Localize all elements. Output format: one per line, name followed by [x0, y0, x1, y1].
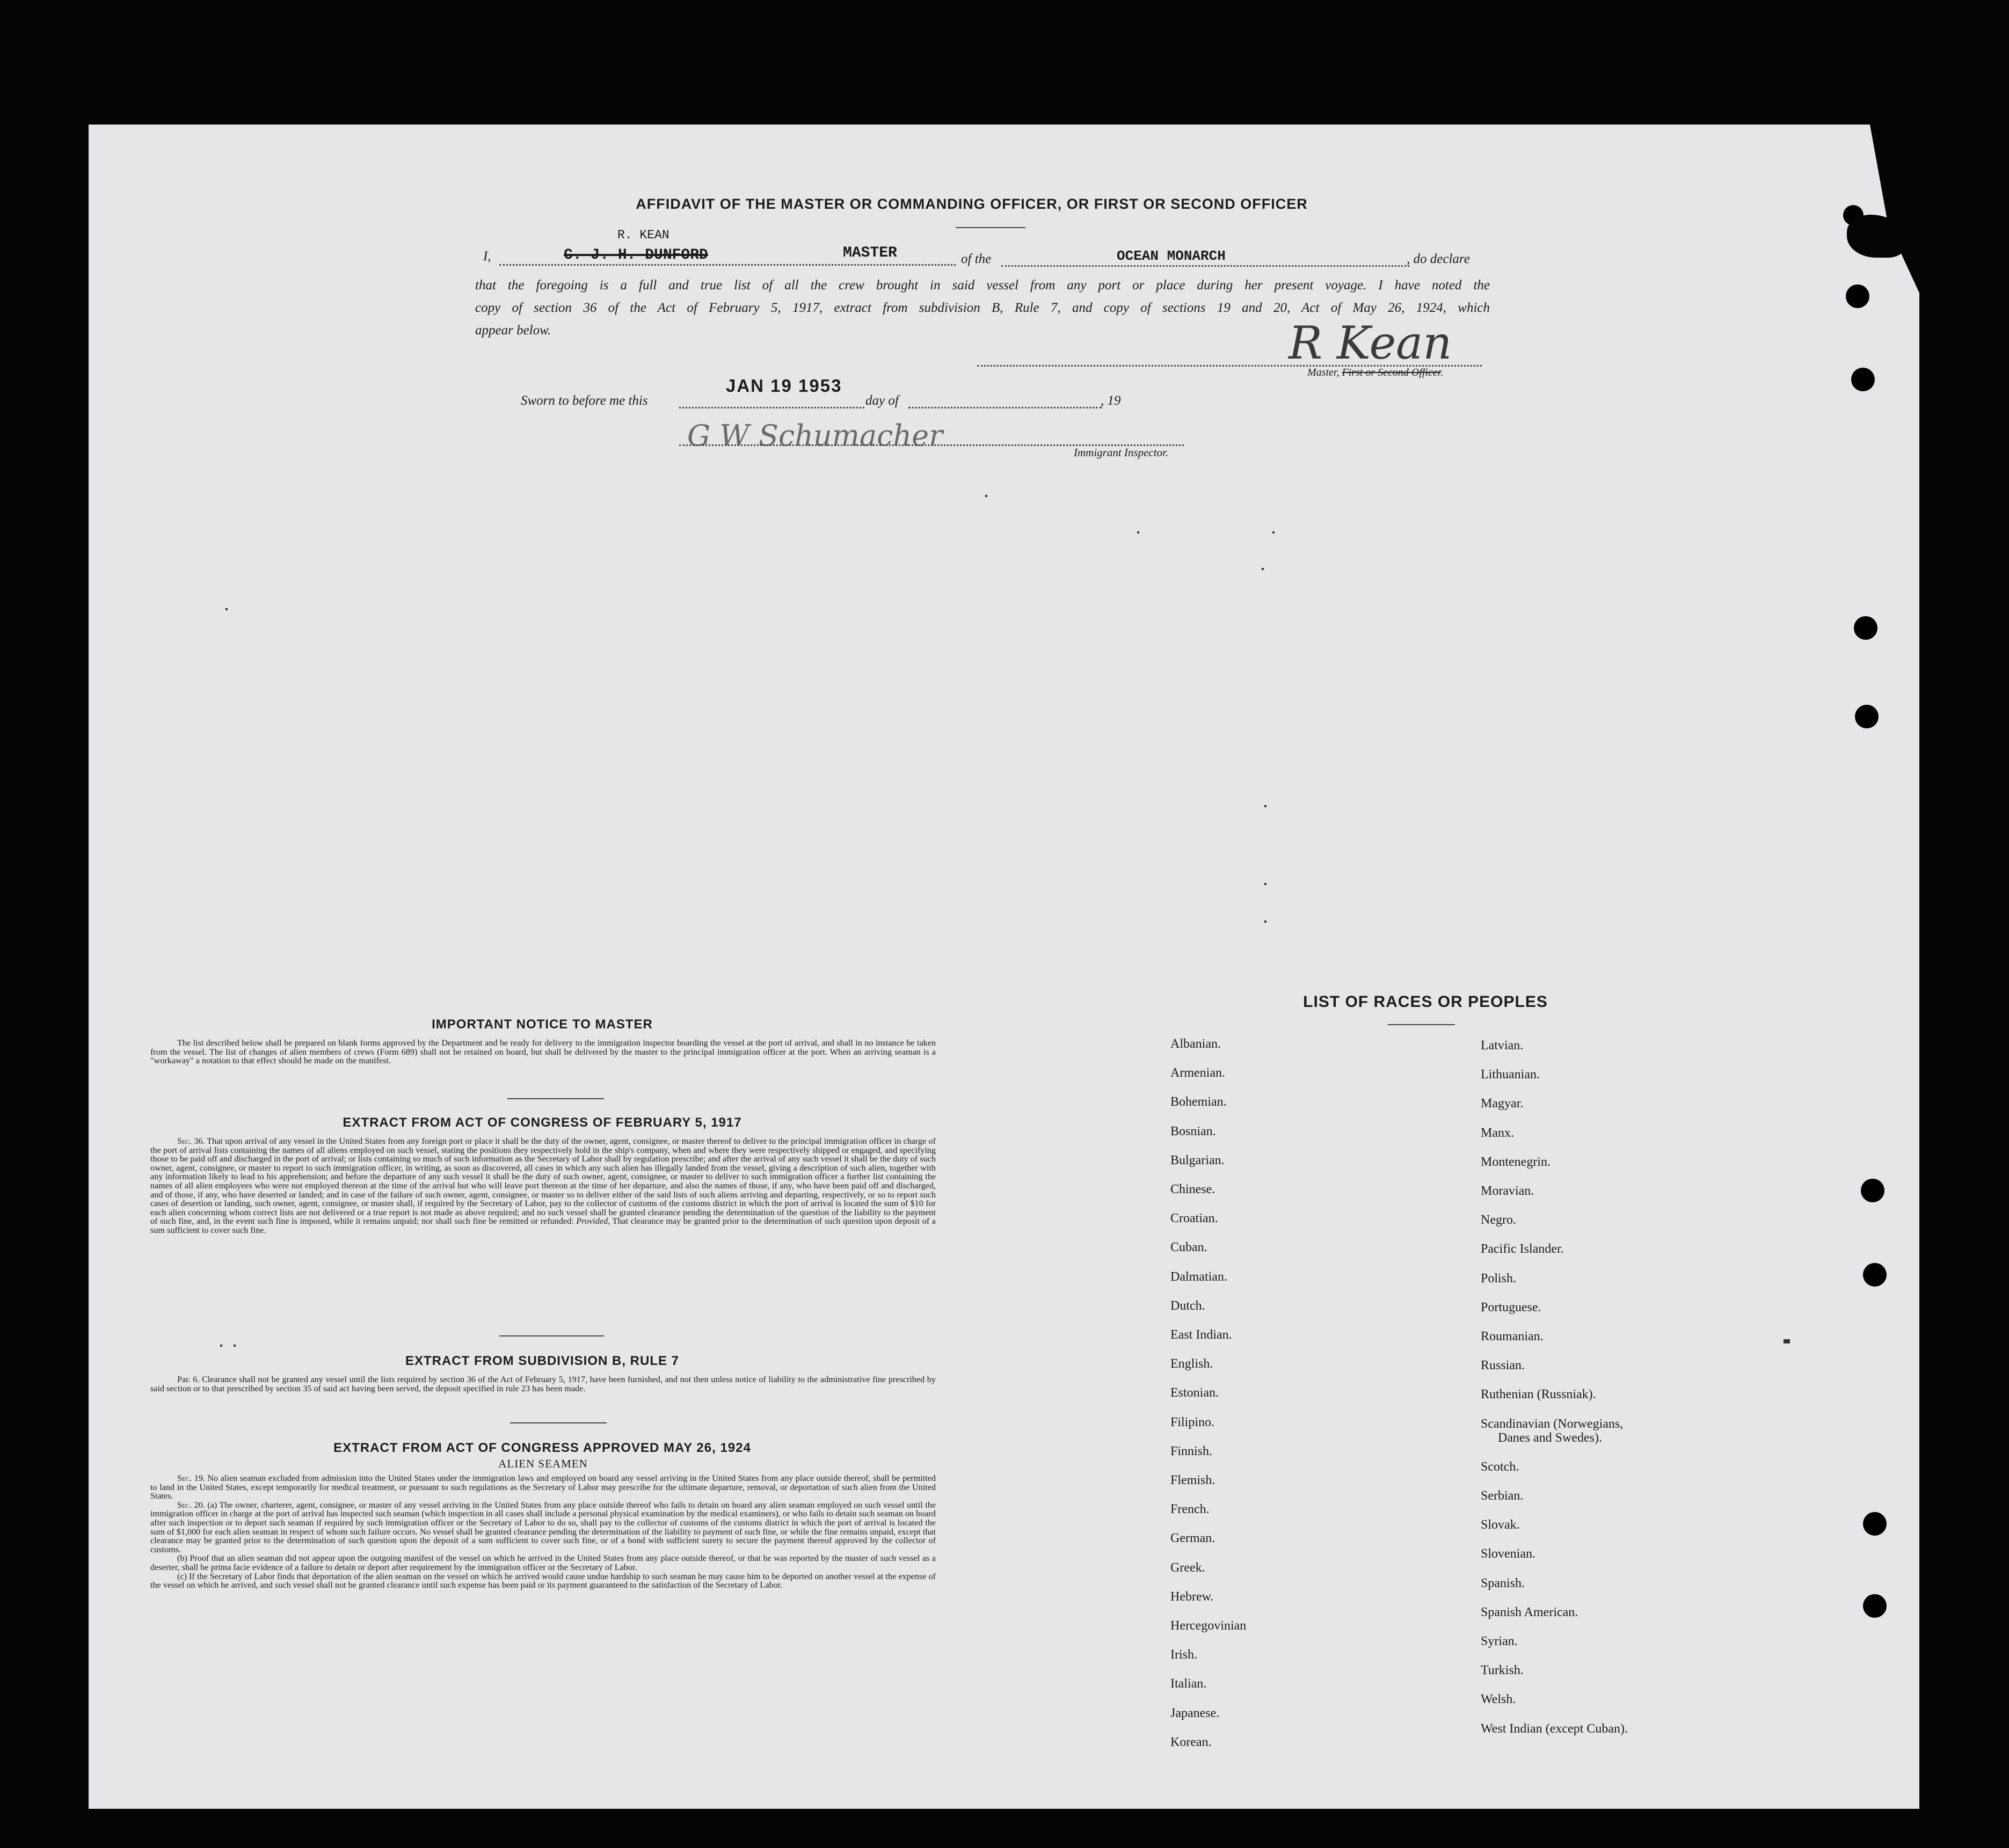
race-item: Ruthenian (Russniak).: [1481, 1387, 1596, 1402]
race-item: Italian.: [1170, 1677, 1207, 1691]
races-title: LIST OF RACES OR PEOPLES: [1303, 993, 1548, 1011]
signer-caption-struck: First or Second Officer: [1342, 367, 1441, 378]
speck: [1784, 1339, 1790, 1343]
signer-caption-end: .: [1440, 367, 1444, 378]
section-36-end: That clearance may be granted prior to the determination of such question upon deposit of a sum sufficient to cover such fine.: [150, 1216, 936, 1235]
sworn-date-stamp: JAN 19 1953: [726, 376, 842, 396]
race-item: West Indian (except Cuban).: [1481, 1721, 1628, 1736]
extract-1924-body: [150, 1474, 936, 1590]
race-item: Korean.: [1170, 1735, 1212, 1749]
signer-caption: [1307, 366, 1443, 379]
section-36-label: Sec. 36.: [177, 1136, 205, 1146]
race-item: Filipino.: [1170, 1415, 1215, 1429]
section-20a-text: [150, 1501, 936, 1554]
vessel-name: OCEAN MONARCH: [1117, 248, 1226, 264]
race-item: Finnish.: [1170, 1444, 1213, 1458]
of-the-label: of the: [961, 252, 992, 266]
race-item: Slovenian.: [1481, 1547, 1535, 1561]
affidavit-title: AFFIDAVIT OF THE MASTER OR COMMANDING OFFICER, OR FIRST OR SECOND OFFICER: [636, 196, 1308, 212]
speck: [985, 495, 987, 497]
race-item: Manx.: [1481, 1126, 1514, 1140]
day-of-label: day of: [865, 393, 899, 408]
race-item: Montenegrin.: [1481, 1155, 1551, 1169]
race-item: Greek.: [1170, 1560, 1205, 1575]
punch-hole: [1846, 284, 1869, 308]
speck: [1262, 568, 1264, 570]
speck: [225, 608, 228, 610]
race-item: French.: [1170, 1502, 1210, 1517]
punch-hole: [1851, 368, 1875, 391]
section-19-label: Sec. 19.: [177, 1473, 205, 1483]
punch-hole: [1855, 705, 1879, 728]
name-line: [499, 264, 956, 266]
inspector-caption: Immigrant Inspector.: [1074, 446, 1169, 459]
inspector-signature: G W Schumacher: [687, 419, 943, 452]
race-item: Spanish.: [1481, 1576, 1525, 1590]
divider: [499, 1335, 604, 1336]
speck: [1272, 531, 1275, 534]
notice-title: IMPORTANT NOTICE TO MASTER: [432, 1017, 653, 1032]
day-of-line: [908, 407, 1102, 408]
signer-caption-master: Master,: [1307, 367, 1342, 378]
vessel-line: [1001, 265, 1409, 267]
affidavit-line-4: appear below.: [475, 323, 551, 338]
race-item: East Indian.: [1170, 1328, 1232, 1342]
race-item: Hercegovinian: [1170, 1619, 1247, 1633]
race-item: Spanish American.: [1481, 1605, 1578, 1619]
extract-1917-body: [150, 1137, 936, 1235]
sworn-label: Sworn to before me this: [521, 393, 648, 408]
race-item: Bulgarian.: [1170, 1153, 1225, 1167]
do-declare-label: , do declare: [1407, 252, 1470, 266]
race-item: Dalmatian.: [1170, 1269, 1227, 1284]
extract-1917-title: EXTRACT FROM ACT OF CONGRESS OF FEBRUARY 5, 1917: [343, 1115, 742, 1130]
rank-typed: MASTER: [843, 245, 897, 261]
race-item: Pacific Islander.: [1481, 1242, 1564, 1257]
race-item: Irish.: [1170, 1648, 1197, 1662]
section-36-body: That upon arrival of any vessel in the United States from any foreign port or place it shall be the duty of the owner, agent, consignee, or master thereof to deliver to the principal immigration officer in charge of the port of arrival lists containing the names of all aliens employed on such vessel, stating the positions they respectively hold in the ship's company, when and where they were respectively shipped or engaged, and specifying those to be paid off and discharged in the port of arrival; or lists containing so much of such information as the Secretary of Labor shall by regulation prescribe; and after the arrival of any such vessel it shall be the duty of such owner, agent, consignee, or master to report to such immigration officer, in writing, as soon as discovered, all cases in which any such alien has illegally landed from the vessel, giving a description of such alien, together with any information likely to lead to his apprehension; and before the departure of any such vessel it shall be the duty of such owner, agent, consignee, or master to deliver to such immigration officer a further list containing the names of all alien employees who were not employed thereon at the time of the arrival but who will leave port thereon at the time of her departure, and also the names of those, if any, who have been paid off and discharged, and of those, if any, who have deserted or landed; and in case of the failure of such owner, agent, consignee, or master so to deliver either of the said lists of such aliens arriving and departing, respectively, or so to report such cases of desertion or landing, such owner, agent, consignee, or master shall, if required by the Secretary of Labor, pay to the collector of customs of the customs district in which the port of arrival is located the sum of $10 for each alien concerning whom correct lists are not delivered or a true report is not made as above required; and no such vessel shall be granted clearance pending the determination of the question of the liability to the payment of such fine, and, in the event such fine is imposed, while it remains unpaid; nor shall such fine be remitted or refunded:: [150, 1136, 936, 1226]
affidavit-i: I,: [483, 249, 491, 264]
master-signature: R Kean: [1289, 317, 1452, 369]
race-item: Bohemian.: [1170, 1095, 1227, 1109]
speck: [1137, 531, 1139, 534]
divider: [956, 227, 1025, 228]
race-item: Scotch.: [1481, 1459, 1519, 1474]
year-label: , 19: [1101, 393, 1121, 408]
race-item: Portuguese.: [1481, 1300, 1541, 1314]
punch-hole: [1861, 1179, 1884, 1202]
race-item: Slovak.: [1481, 1518, 1520, 1532]
affidavit-line-2: that the foregoing is a full and true list of all the crew brought in said vessel from any port or place during her present voyage. I have noted the: [475, 278, 1490, 293]
speck: [234, 1345, 236, 1347]
section-19-body: No alien seaman excluded from admission into the United States under the immigration laws and employed on board any vessel arriving in the United States from any place outside thereof, shall be permitted to land in the United States, except temporarily for medical treatment, or pursuant to such regulations as the Secretary of Labor may prescribe for the ultimate departure, removal, or deportation of such alien from the United States.: [150, 1473, 936, 1501]
race-item: Hebrew.: [1170, 1589, 1214, 1604]
race-item: Chinese.: [1170, 1182, 1215, 1196]
section-20a-body: (a) The owner, charterer, agent, consignee, or master of any vessel arriving in the United States from any place outside thereof who fails to detain on board any alien seaman employed on such vessel until the immigration officer in charge at the port of arrival has inspected such seaman (which inspection in all cases shall include a personal physical examination by the medical examiners), or who fails to detain such seaman on board after such inspection or to deport such seaman if required by such immigration officer or the Secretary of Labor to do so, shall pay to the collector of customs of the customs district in which the port of arrival is located the sum of $1,000 for each alien seaman in respect of whom such failure occurs. No vessel shall be granted clearance pending the determination of the liability to payment of such fine, or while the fine remains unpaid, except that clearance may be granted prior to the determination of such question upon the deposit of a sum sufficient to cover such fine, or of a bond with sufficient surety to secure the payment thereof approved by the collector of customs.: [150, 1500, 936, 1554]
divider: [510, 1422, 607, 1423]
rule7-text: Par. 6. Clearance shall not be granted any vessel until the lists required by section 36 of the Act of February 5, 1917, have been furnished, and not then unless notice of liability to the administrative fine prescribed by said section or to that prescribed by section 35 of said act having been served, the deposit specified in rule 23 has been made.: [150, 1375, 936, 1393]
speck: [1264, 921, 1266, 923]
race-item: Dutch.: [1170, 1298, 1205, 1313]
sworn-date-line: [679, 407, 864, 408]
section-20b-text: (b) Proof that an alien seaman did not appear upon the outgoing manifest of the vessel on which he arrived in the United States from any place outside thereof, or that he was reported by the master of such vessel as a deserter, shall be prima facie evidence of a failure to detain or deport after requirement by the immigration officer or the Secretary of Labor.: [150, 1553, 936, 1572]
race-item: Croatian.: [1170, 1211, 1218, 1226]
master-name-typed: R. KEAN: [617, 228, 669, 242]
race-item: Magyar.: [1481, 1097, 1524, 1111]
race-item: Syrian.: [1481, 1634, 1518, 1648]
race-item: Scandinavian (Norwegians,: [1481, 1416, 1624, 1431]
extract-1924-subtitle: ALIEN SEAMEN: [498, 1457, 588, 1470]
section-36-text: [150, 1137, 936, 1235]
notice-paragraph: The list described below shall be prepared on blank forms approved by the Department and be ready for delivery to the immigration inspector boarding the vessel at the port of arrival, and shall in no instance be taken from the vessel. The list of changes of alien members of crews (Form 689) shall not be retained on board, but shall be delivered by the master to the principal immigration officer at the port. When an arriving seaman is a "workaway" a notation to that effect should be made on the manifest.: [150, 1038, 936, 1066]
provided-term: Provided,: [576, 1216, 610, 1226]
master-name-struck: C. J. H. DUNFORD: [564, 247, 708, 264]
extract-1924-title: EXTRACT FROM ACT OF CONGRESS APPROVED MAY 26, 1924: [333, 1441, 751, 1455]
race-item: Welsh.: [1481, 1692, 1516, 1707]
extract-rule7-title: EXTRACT FROM SUBDIVISION B, RULE 7: [405, 1354, 680, 1368]
race-item: Danes and Swedes).: [1498, 1430, 1602, 1445]
race-item: Bosnian.: [1170, 1124, 1216, 1138]
speck: [1264, 883, 1266, 885]
section-20c-text: (c) If the Secretary of Labor finds that deportation of the alien seaman on the vessel on which he arrived would cause undue hardship to such seaman he may cause him to be deported on another vessel at the expense of the vessel on which he arrived, and such vessel shall not be granted clearance until such expense has been paid or its payment guaranteed to the satisfaction of the Secretary of Labor.: [150, 1571, 936, 1590]
race-item: Negro.: [1481, 1213, 1516, 1228]
punch-hole: [1863, 1512, 1887, 1536]
section-20-label: Sec. 20.: [177, 1500, 205, 1510]
race-item: Japanese.: [1170, 1706, 1220, 1720]
punch-hole: [1854, 616, 1877, 640]
race-item: German.: [1170, 1531, 1215, 1546]
race-item: Lithuanian.: [1481, 1068, 1540, 1082]
race-item: Latvian.: [1481, 1039, 1524, 1053]
race-item: Estonian.: [1170, 1386, 1219, 1400]
race-item: Cuban.: [1170, 1240, 1207, 1255]
race-item: Russian.: [1481, 1358, 1525, 1373]
torn-corner: [1847, 215, 1906, 258]
race-item: Armenian.: [1170, 1066, 1225, 1080]
extract-rule7-body: [150, 1375, 936, 1393]
speck: [220, 1345, 222, 1347]
speck: [1264, 805, 1266, 807]
divider: [507, 1098, 604, 1099]
section-19-text: [150, 1474, 936, 1501]
race-item: Albanian.: [1170, 1037, 1221, 1051]
race-item: Turkish.: [1481, 1663, 1524, 1678]
race-item: English.: [1170, 1357, 1213, 1371]
race-item: Moravian.: [1481, 1184, 1534, 1198]
race-item: Serbian.: [1481, 1489, 1524, 1503]
race-item: Flemish.: [1170, 1473, 1215, 1487]
punch-hole: [1863, 1263, 1887, 1287]
affidavit-line-3: copy of section 36 of the Act of February 5, 1917, extract from subdivision B, Rule 7, and copy of sections 19 and 20, Act of May 26, 1924, which: [475, 301, 1490, 315]
race-item: Roumanian.: [1481, 1330, 1544, 1343]
punch-hole: [1863, 1594, 1887, 1618]
notice-body: [150, 1039, 936, 1065]
divider: [1388, 1024, 1455, 1025]
race-item: Polish.: [1481, 1271, 1517, 1285]
